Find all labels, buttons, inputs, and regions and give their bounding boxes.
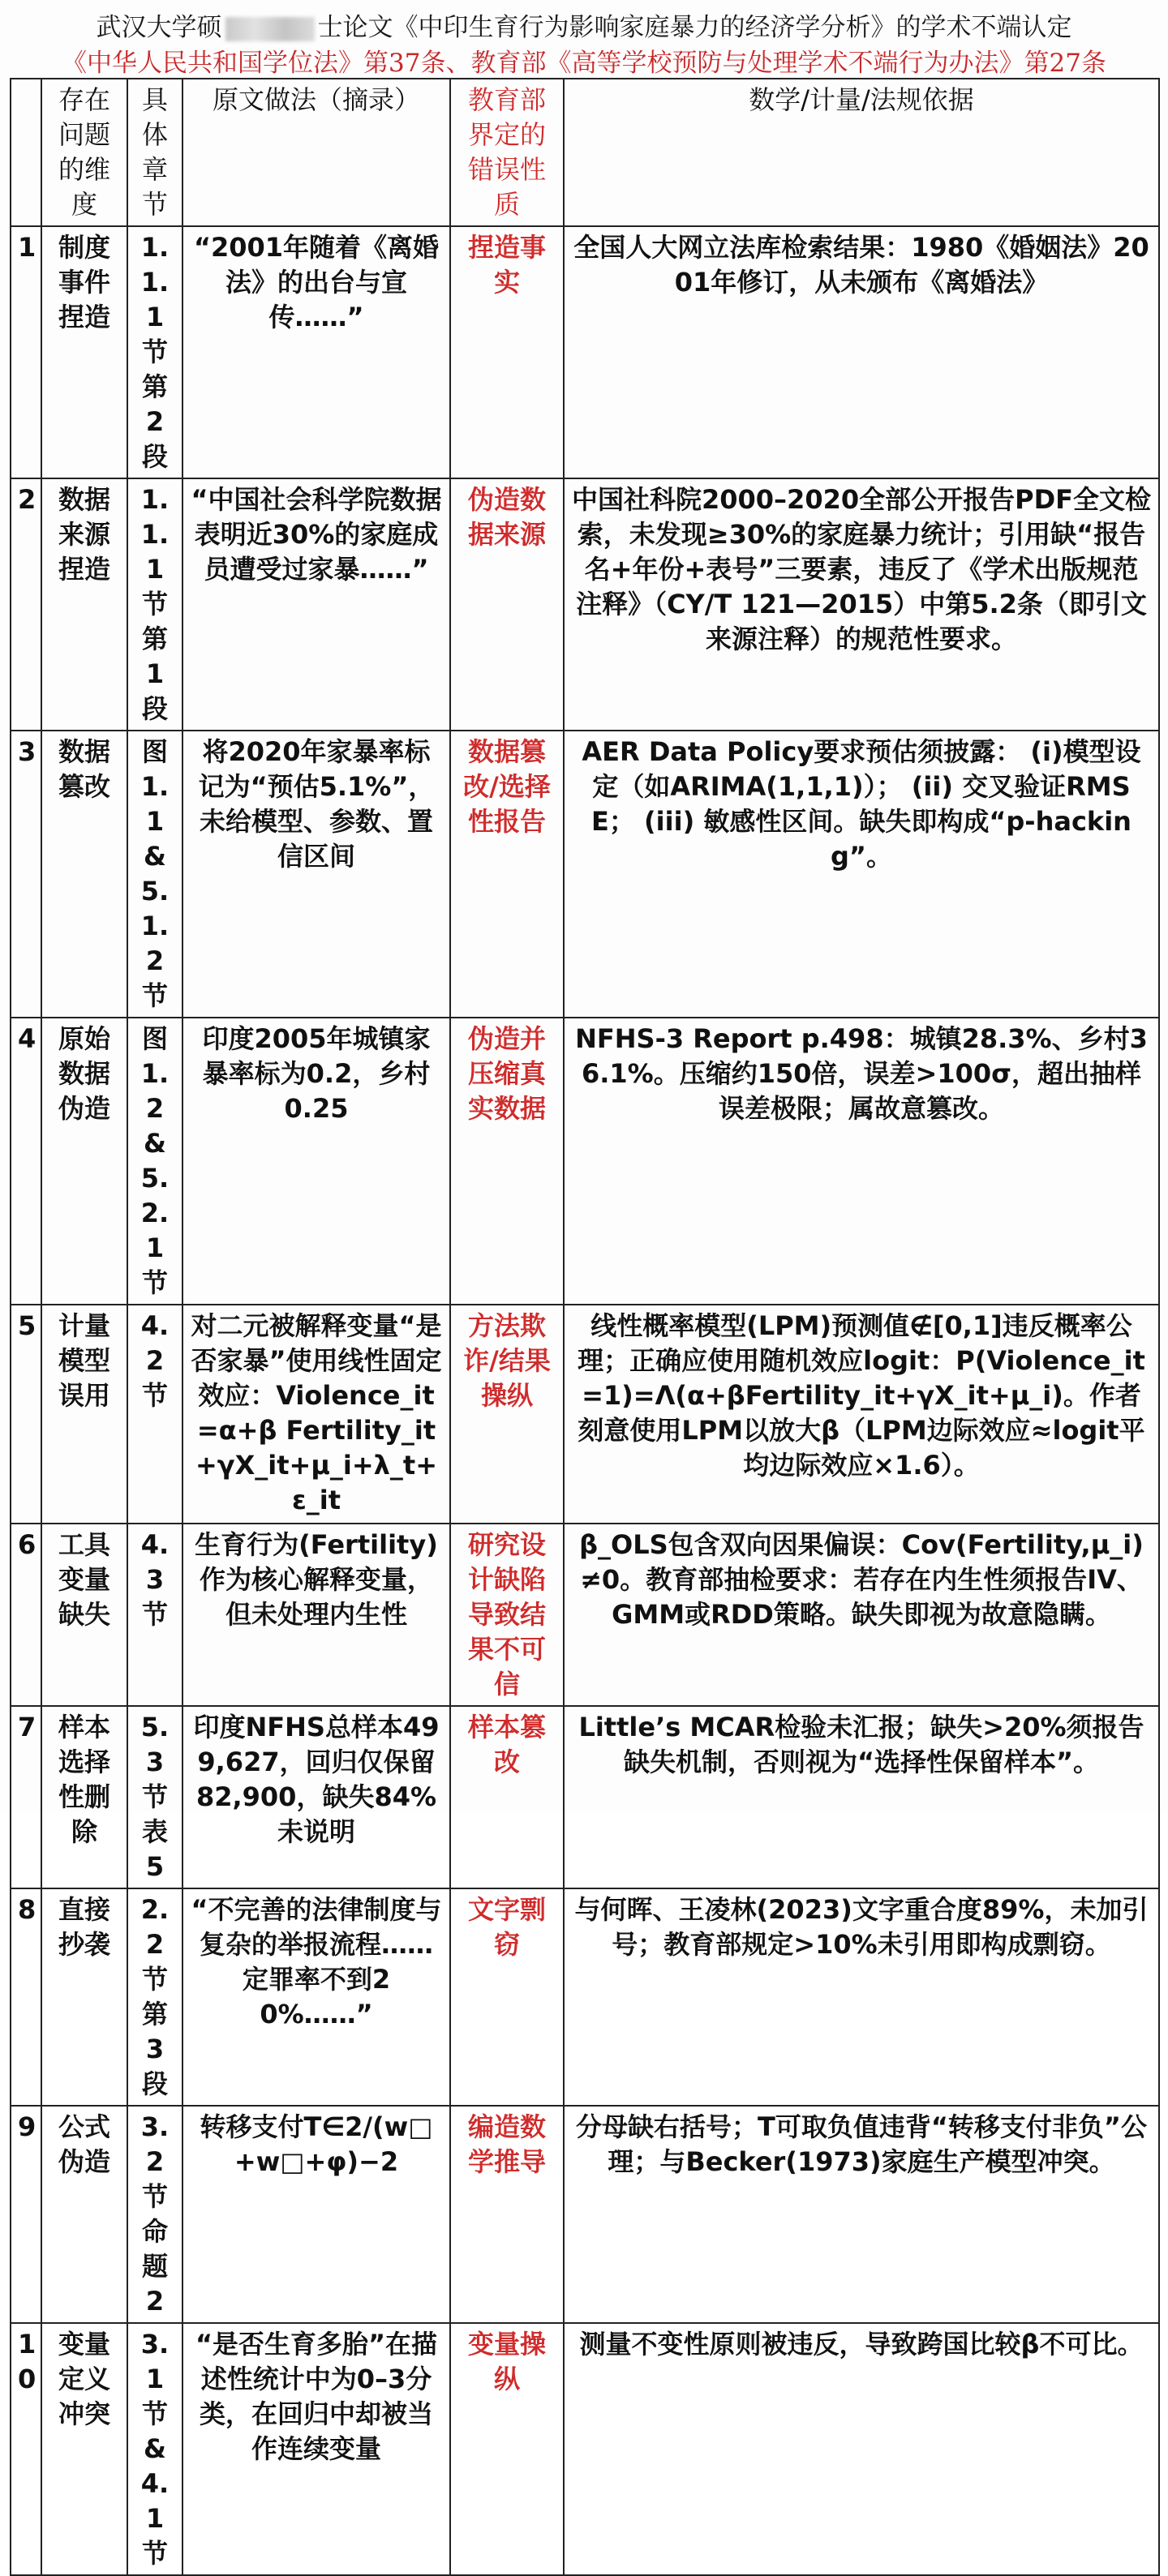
row-chapter: 3.2节命题2	[127, 2106, 182, 2323]
row-basis: 中国社科院2000–2020全部公开报告PDF全文检索，未发现≥30%的家庭暴力统计；引用缺“报告名+年份+表号”三要素，违反了《学术出版规范 注释》（CY/T 121—2015）中第5.2条（即引文来源注释）的规范性要求。	[564, 478, 1159, 731]
row-error: 数据篡改/选择性报告	[450, 731, 564, 1018]
row-dimension: 原始数据伪造	[41, 1018, 127, 1305]
row-dimension: 变量定义冲突	[41, 2323, 127, 2575]
header-num	[11, 79, 41, 226]
row-num: 10	[11, 2323, 41, 2575]
table-row	[11, 731, 1159, 1018]
row-error: 样本篡改	[450, 1706, 564, 1888]
row-dimension: 直接抄袭	[41, 1888, 127, 2106]
table-row	[11, 2106, 1159, 2323]
row-basis: 测量不变性原则被违反，导致跨国比较β不可比。	[564, 2323, 1159, 2575]
row-dimension: 数据来源捏造	[41, 478, 127, 731]
row-error: 伪造数据来源	[450, 478, 564, 731]
row-num: 2	[11, 478, 41, 731]
row-num: 8	[11, 1888, 41, 2106]
row-num: 6	[11, 1524, 41, 1706]
header-basis: 数学/计量/法规依据	[564, 79, 1159, 226]
row-error: 方法欺诈/结果操纵	[450, 1305, 564, 1524]
row-original: 转移支付T∈2/(w□+w□+φ)−2	[182, 2106, 450, 2323]
table-row	[11, 1305, 1159, 1524]
header-chapter: 具体章节	[127, 79, 182, 226]
table-header-row	[11, 79, 1159, 226]
row-num: 7	[11, 1706, 41, 1888]
legal-basis-subtitle: 《中华人民共和国学位法》第37条、教育部《高等学校预防与处理学术不端行为办法》第27条	[62, 49, 1106, 78]
row-basis: NFHS-3 Report p.498：城镇28.3%、乡村36.1%。压缩约150倍，误差>100σ，超出抽样误差极限；属故意篡改。	[564, 1018, 1159, 1305]
row-original: 印度2005年城镇家暴率标为0.2，乡村0.25	[182, 1018, 450, 1305]
row-basis: β_OLS包含双向因果偏误：Cov(Fertility,μ_i)≠0。教育部抽检要求：若存在内生性须报告IV、GMM或RDD策略。缺失即视为故意隐瞒。	[564, 1524, 1159, 1706]
row-num: 4	[11, 1018, 41, 1305]
table-row	[11, 1888, 1159, 2106]
row-dimension: 计量模型误用	[41, 1305, 127, 1524]
row-chapter: 4.2节	[127, 1305, 182, 1524]
row-error: 编造数学推导	[450, 2106, 564, 2323]
row-num: 9	[11, 2106, 41, 2323]
row-chapter: 1.1.1节第1段	[127, 478, 182, 731]
row-chapter: 1.1.1节第2段	[127, 226, 182, 478]
table-row	[11, 226, 1159, 478]
table-row	[11, 1018, 1159, 1305]
table-row	[11, 1524, 1159, 1706]
row-chapter: 4.3节	[127, 1524, 182, 1706]
row-chapter: 图1.1&5.1.2节	[127, 731, 182, 1018]
row-original: 生育行为(Fertility)作为核心解释变量，但未处理内生性	[182, 1524, 450, 1706]
row-chapter: 图1.2&5.2.1节	[127, 1018, 182, 1305]
row-dimension: 数据篡改	[41, 731, 127, 1018]
row-num: 1	[11, 226, 41, 478]
row-chapter: 3.1节&4.1节	[127, 2323, 182, 2575]
header-original: 原文做法（摘录）	[182, 79, 450, 226]
title-suffix: 士论文《中印生育行为影响家庭暴力的经济学分析》的学术不端认定	[317, 13, 1072, 42]
row-dimension: 工具变量缺失	[41, 1524, 127, 1706]
row-original: “中国社会科学院数据表明近30%的家庭成员遭受过家暴……”	[182, 478, 450, 731]
redacted-blur	[225, 17, 315, 41]
row-original: 将2020年家暴率标记为“预估5.1%”，未给模型、参数、置信区间	[182, 731, 450, 1018]
table-row	[11, 478, 1159, 731]
row-basis: AER Data Policy要求预估须披露： (i)模型设定（如ARIMA(1,1,1)）； (ii) 交叉验证RMSE； (iii) 敏感性区间。缺失即构成“p-hacking”。	[564, 731, 1159, 1018]
row-original: 印度NFHS总样本499,627，回归仅保留82,900，缺失84%未说明	[182, 1706, 450, 1888]
document-title	[0, 10, 1168, 45]
row-dimension: 公式伪造	[41, 2106, 127, 2323]
row-dimension: 样本选择性删除	[41, 1706, 127, 1888]
row-num: 3	[11, 731, 41, 1018]
header-error: 教育部界定的错误性质	[450, 79, 564, 226]
row-error: 捏造事实	[450, 226, 564, 478]
row-original: “是否生育多胎”在描述性统计中为0–3分类，在回归中却被当作连续变量	[182, 2323, 450, 2575]
row-dimension: 制度事件捏造	[41, 226, 127, 478]
row-original: 对二元被解释变量“是否家暴”使用线性固定效应：Violence_it=α+β Fertility_it+γX_it+μ_i+λ_t+ε_it	[182, 1305, 450, 1524]
row-original: “不完善的法律制度与复杂的举报流程……定罪率不到20%……”	[182, 1888, 450, 2106]
row-error: 伪造并压缩真实数据	[450, 1018, 564, 1305]
row-error: 文字剽窃	[450, 1888, 564, 2106]
row-num: 5	[11, 1305, 41, 1524]
table-row	[11, 1706, 1159, 1888]
row-chapter: 2.2节第3段	[127, 1888, 182, 2106]
row-original: “2001年随着《离婚法》的出台与宣传……”	[182, 226, 450, 478]
table-row	[11, 2323, 1159, 2575]
row-error: 研究设计缺陷导致结果不可信	[450, 1524, 564, 1706]
row-basis: 与何晖、王凌林(2023)文字重合度89%，未加引号；教育部规定>10%未引用即构成剽窃。	[564, 1888, 1159, 2106]
row-basis: 分母缺右括号；T可取负值违背“转移支付非负”公理；与Becker(1973)家庭生产模型冲突。	[564, 2106, 1159, 2323]
header-dimension: 存在问题的维度	[41, 79, 127, 226]
row-basis: Little’s MCAR检验未汇报；缺失>20%须报告缺失机制，否则视为“选择性保留样本”。	[564, 1706, 1159, 1888]
title-prefix: 武汉大学硕	[96, 13, 222, 42]
row-basis: 全国人大网立法库检索结果：1980《婚姻法》2001年修订，从未颁布《离婚法》	[564, 226, 1159, 478]
misconduct-table	[10, 78, 1160, 2576]
row-error: 变量操纵	[450, 2323, 564, 2575]
row-basis: 线性概率模型(LPM)预测值∉[0,1]违反概率公理；正确应使用随机效应logit：P(Violence_it=1)=Λ(α+βFertility_it+γX_it+μ_i)。作者刻意使用LPM以放大β（LPM边际效应≈logit平均边际效应×1.6）。	[564, 1305, 1159, 1524]
row-chapter: 5.3节表5	[127, 1706, 182, 1888]
